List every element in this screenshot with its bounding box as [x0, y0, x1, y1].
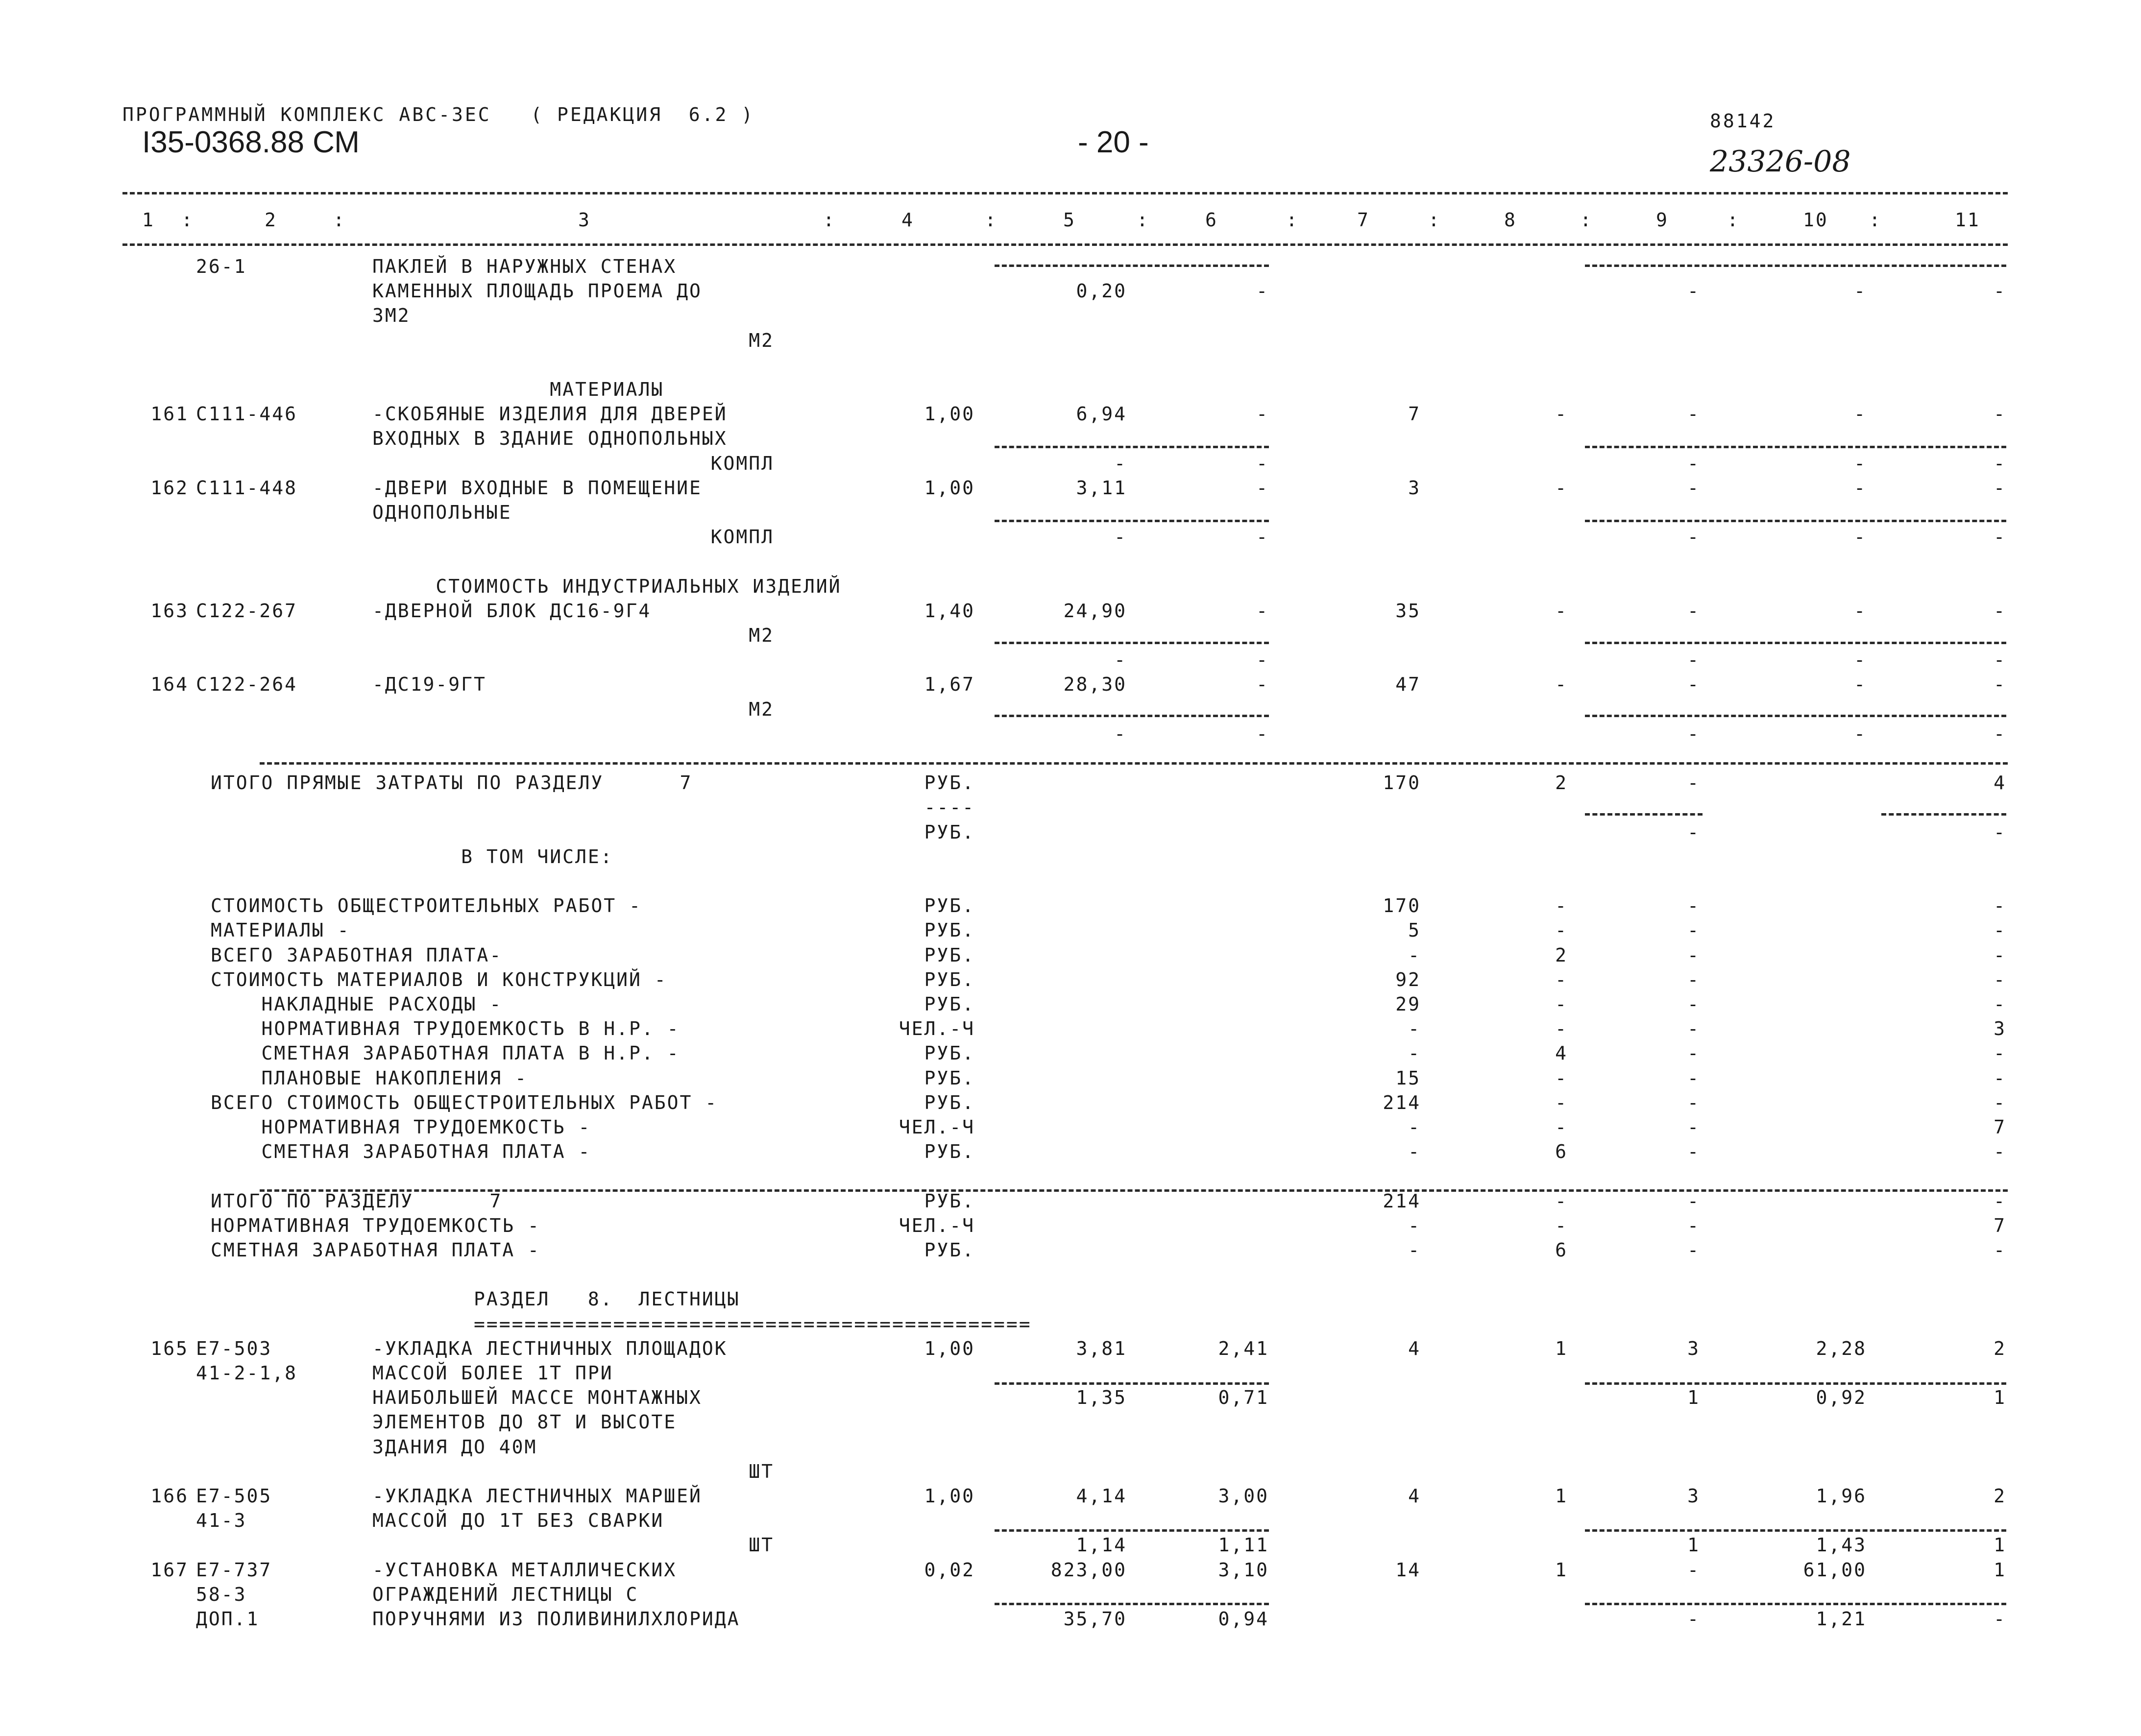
table-cell-c2s: СМЕТНАЯ ЗАРАБОТНАЯ ПЛАТА В Н.Р. -: [211, 1042, 680, 1064]
table-cell-c10: -: [1854, 674, 1867, 695]
table-cell-c9: -: [1687, 1141, 1700, 1162]
table-cell-c3: РАЗДЕЛ 8. ЛЕСТНИЦЫ: [372, 1288, 740, 1310]
table-cell-c1: 162: [150, 477, 189, 499]
table-cell-c3-unit: ШТ: [749, 1461, 774, 1482]
table-cell-c2: С122-267: [196, 600, 298, 622]
table-cell-c8: -: [1555, 1215, 1568, 1236]
table-cell-c11: 2: [1994, 1485, 2006, 1507]
item-rule: [995, 265, 1269, 267]
table-cell-c7: 14: [1395, 1559, 1421, 1581]
table-cell-c8: -: [1555, 919, 1568, 941]
table-cell-c9: -: [1687, 1215, 1700, 1236]
table-cell-c2s: СМЕТНАЯ ЗАРАБОТНАЯ ПЛАТА -: [211, 1141, 591, 1162]
table-cell-c7: 4: [1408, 1338, 1421, 1359]
section-total-rule: [260, 762, 2008, 765]
table-cell-c2s: СМЕТНАЯ ЗАРАБОТНАЯ ПЛАТА -: [211, 1239, 540, 1261]
table-cell-c3: ОДНОПОЛЬНЫЕ: [372, 502, 512, 523]
table-cell-c2: 41-2-1,8: [196, 1362, 298, 1384]
table-cell-c7: -: [1408, 944, 1421, 966]
table-cell-c7: 170: [1383, 895, 1421, 916]
table-cell-c8: 1: [1555, 1485, 1568, 1507]
table-cell-c3: ОГРАЖДЕНИЙ ЛЕСТНИЦЫ С: [372, 1584, 639, 1605]
document-code: I35-0368.88 СМ: [142, 125, 360, 159]
item-rule: [995, 1529, 1269, 1532]
column-header-9: 9: [1656, 209, 1669, 231]
table-cell-c4: ЧЕЛ.-Ч: [899, 1215, 975, 1236]
table-cell-c8: -: [1555, 403, 1568, 425]
table-cell-c7: 92: [1395, 969, 1421, 990]
table-cell-c9: -: [1687, 919, 1700, 941]
table-cell-c11: -: [1994, 895, 2006, 916]
table-cell-c9: 3: [1687, 1338, 1700, 1359]
table-cell-c10: 1,96: [1816, 1485, 1867, 1507]
table-cell-c3: ПОРУЧНЯМИ ИЗ ПОЛИВИНИЛХЛОРИДА: [372, 1608, 740, 1630]
table-cell-c7: 47: [1395, 674, 1421, 695]
column-separator: :: [823, 209, 836, 231]
table-cell-c3: ПАКЛЕЙ В НАРУЖНЫХ СТЕНАХ: [372, 256, 677, 277]
table-cell-c4: ЧЕЛ.-Ч: [899, 1018, 975, 1039]
table-cell-c8: -: [1555, 1190, 1568, 1212]
table-cell-c5: 28,30: [1063, 674, 1127, 695]
table-cell-c6: -: [1256, 280, 1269, 302]
table-cell-c11: 1: [1994, 1387, 2006, 1408]
table-cell-c9: -: [1687, 993, 1700, 1015]
table-cell-c3-unit: М2: [749, 330, 774, 351]
table-cell-c9: -: [1687, 723, 1700, 745]
table-cell-c3-unit: М2: [749, 699, 774, 720]
table-cell-c10: -: [1854, 453, 1867, 474]
table-top-rule: [122, 192, 2008, 194]
table-cell-c5: 823,00: [1050, 1559, 1127, 1581]
table-cell-c7: -: [1408, 1141, 1421, 1162]
table-cell-c11: 7: [1994, 1215, 2006, 1236]
table-cell-c6: 0,71: [1218, 1387, 1269, 1408]
table-cell-c9: 1: [1687, 1534, 1700, 1556]
table-cell-c1: 166: [150, 1485, 189, 1507]
table-cell-c11: -: [1994, 993, 2006, 1015]
table-cell-c3: -ДВЕРИ ВХОДНЫЕ В ПОМЕЩЕНИЕ: [372, 477, 702, 499]
table-cell-c7: 29: [1395, 993, 1421, 1015]
table-cell-c2: 41-3: [196, 1510, 247, 1531]
item-rule: [1585, 265, 2006, 267]
table-cell-c3: ЗДАНИЯ ДО 40М: [372, 1436, 537, 1458]
table-cell-c8: -: [1555, 969, 1568, 990]
column-separator: :: [1137, 209, 1149, 231]
table-cell-c3: -УКЛАДКА ЛЕСТНИЧНЫХ МАРШЕЙ: [372, 1485, 702, 1507]
column-separator: :: [1869, 209, 1882, 231]
table-cell-c11: -: [1994, 674, 2006, 695]
table-cell-c4: РУБ.: [924, 993, 975, 1015]
table-cell-c9: 3: [1687, 1485, 1700, 1507]
table-cell-c7: 4: [1408, 1485, 1421, 1507]
table-cell-c7: 170: [1383, 772, 1421, 794]
table-cell-c5: 1,14: [1076, 1534, 1127, 1556]
item-rule: [1585, 642, 2006, 644]
table-cell-c8: -: [1555, 674, 1568, 695]
table-cell-c6: -: [1256, 600, 1269, 622]
table-cell-c5: -: [1114, 453, 1127, 474]
table-cell-c11: -: [1994, 403, 2006, 425]
table-cell-c6: -: [1256, 477, 1269, 499]
table-cell-c8: -: [1555, 895, 1568, 916]
table-cell-c8: 4: [1555, 1042, 1568, 1064]
table-cell-c5: 0,20: [1076, 280, 1127, 302]
table-cell-c11: 7: [1994, 1116, 2006, 1138]
table-cell-c6: -: [1256, 403, 1269, 425]
table-cell-c3: -УКЛАДКА ЛЕСТНИЧНЫХ ПЛОЩАДОК: [372, 1338, 728, 1359]
table-cell-c11: -: [1994, 1141, 2006, 1162]
table-cell-c10: -: [1854, 649, 1867, 671]
table-cell-c6: -: [1256, 526, 1269, 548]
table-cell-c2: Е7-737: [196, 1559, 272, 1581]
table-cell-c9: -: [1687, 526, 1700, 548]
table-cell-c2s: ВСЕГО ЗАРАБОТНАЯ ПЛАТА-: [211, 944, 503, 966]
table-cell-c7: -: [1408, 1018, 1421, 1039]
item-rule: [995, 520, 1269, 522]
table-cell-c2s: МАТЕРИАЛЫ -: [211, 919, 350, 941]
table-cell-c9: -: [1687, 1018, 1700, 1039]
table-cell-c3: -УСТАНОВКА МЕТАЛЛИЧЕСКИХ: [372, 1559, 677, 1581]
table-cell-c2s: ИТОГО ПРЯМЫЕ ЗАТРАТЫ ПО РАЗДЕЛУ 7: [211, 772, 693, 794]
table-cell-c3: ============================================: [372, 1313, 1032, 1335]
table-cell-c9: -: [1687, 1608, 1700, 1630]
table-cell-c7: -: [1408, 1042, 1421, 1064]
table-cell-c4: РУБ.: [924, 821, 975, 843]
table-cell-c6: -: [1256, 453, 1269, 474]
table-cell-c4: 1,00: [924, 1485, 975, 1507]
handwritten-number: 23326-08: [1710, 145, 1851, 179]
item-rule: [995, 642, 1269, 644]
table-cell-c6: 1,11: [1218, 1534, 1269, 1556]
table-cell-c5: 1,35: [1076, 1387, 1127, 1408]
column-header-11: 11: [1955, 209, 1980, 231]
header-bottom-rule: [122, 243, 2008, 246]
table-cell-c11: -: [1994, 1067, 2006, 1089]
table-cell-c8: -: [1555, 993, 1568, 1015]
table-cell-c3: НАИБОЛЬШЕЙ МАССЕ МОНТАЖНЫХ: [372, 1387, 702, 1408]
table-cell-c11: 2: [1994, 1338, 2006, 1359]
table-cell-c3-unit: М2: [749, 625, 774, 646]
table-cell-c10: -: [1854, 600, 1867, 622]
table-cell-c11: -: [1994, 1239, 2006, 1261]
table-cell-c11: -: [1994, 1042, 2006, 1064]
table-cell-c2s: СТОИМОСТЬ МАТЕРИАЛОВ И КОНСТРУКЦИЙ -: [211, 969, 667, 990]
column-header-1: 1: [142, 209, 155, 231]
table-cell-c5: 3,81: [1076, 1338, 1127, 1359]
table-cell-c6: -: [1256, 723, 1269, 745]
table-cell-c11: -: [1994, 526, 2006, 548]
table-cell-c11: -: [1994, 821, 2006, 843]
table-cell-c10: 61,00: [1803, 1559, 1867, 1581]
table-cell-c3: -ДВЕРНОЙ БЛОК ДС16-9Г4: [372, 600, 652, 622]
table-cell-c2s: НОРМАТИВНАЯ ТРУДОЕМКОСТЬ -: [211, 1215, 540, 1236]
table-cell-c5: 4,14: [1076, 1485, 1127, 1507]
column-header-10: 10: [1803, 209, 1828, 231]
table-cell-c7: 3: [1408, 477, 1421, 499]
table-cell-c2s: НОРМАТИВНАЯ ТРУДОЕМКОСТЬ В Н.Р. -: [211, 1018, 680, 1039]
item-rule: [1585, 520, 2006, 522]
column-header-7: 7: [1357, 209, 1370, 231]
table-cell-c11: 3: [1994, 1018, 2006, 1039]
table-cell-c1: 164: [150, 674, 189, 695]
table-cell-c7: 214: [1383, 1092, 1421, 1113]
table-cell-c5: 24,90: [1063, 600, 1127, 622]
table-cell-c9: 1: [1687, 1387, 1700, 1408]
table-cell-c2s: ИТОГО ПО РАЗДЕЛУ 7: [211, 1190, 503, 1212]
table-cell-c10: 0,92: [1816, 1387, 1867, 1408]
table-cell-c8: -: [1555, 1067, 1568, 1089]
table-cell-c9: -: [1687, 821, 1700, 843]
total-subrule: [1585, 813, 1703, 816]
table-cell-c11: -: [1994, 600, 2006, 622]
table-cell-c2s: ПЛАНОВЫЕ НАКОПЛЕНИЯ -: [211, 1067, 528, 1089]
table-cell-c6: 2,41: [1218, 1338, 1269, 1359]
table-cell-c11: -: [1994, 280, 2006, 302]
table-cell-c2s: НАКЛАДНЫЕ РАСХОДЫ -: [211, 993, 503, 1015]
table-cell-c3: -СКОБЯНЫЕ ИЗДЕЛИЯ ДЛЯ ДВЕРЕЙ: [372, 403, 728, 425]
item-rule: [1585, 1529, 2006, 1532]
table-cell-c7: 214: [1383, 1190, 1421, 1212]
table-cell-c3: МАССОЙ ДО 1Т БЕЗ СВАРКИ: [372, 1510, 664, 1531]
table-cell-c3: МАССОЙ БОЛЕЕ 1Т ПРИ: [372, 1362, 613, 1384]
table-cell-c9: -: [1687, 649, 1700, 671]
table-cell-c7: 35: [1395, 600, 1421, 622]
table-cell-c3-unit: ШТ: [749, 1534, 774, 1556]
table-cell-c5: 35,70: [1063, 1608, 1127, 1630]
column-separator: :: [1428, 209, 1441, 231]
table-cell-c2: 58-3: [196, 1584, 247, 1605]
section-total-rule: [260, 1189, 2008, 1192]
table-cell-c11: -: [1994, 1092, 2006, 1113]
table-cell-c9: -: [1687, 772, 1700, 794]
column-header-3: 3: [578, 209, 591, 231]
table-cell-c2: С111-448: [196, 477, 298, 499]
table-cell-c4: РУБ.: [924, 1239, 975, 1261]
table-cell-c3: ЭЛЕМЕНТОВ ДО 8Т И ВЫСОТЕ: [372, 1411, 677, 1433]
table-cell-c5: -: [1114, 526, 1127, 548]
table-cell-c10: 2,28: [1816, 1338, 1867, 1359]
table-cell-c8: -: [1555, 1018, 1568, 1039]
column-separator: :: [1727, 209, 1740, 231]
item-rule: [1585, 1382, 2006, 1385]
table-cell-c9: -: [1687, 1239, 1700, 1261]
table-cell-c8: -: [1555, 1092, 1568, 1113]
item-rule: [995, 446, 1269, 448]
program-title: ПРОГРАММНЫЙ КОМПЛЕКС АВС-3ЕС ( РЕДАКЦИЯ 6.2 ): [122, 104, 755, 125]
table-cell-c11: -: [1994, 649, 2006, 671]
table-cell-c5: -: [1114, 649, 1127, 671]
column-header-6: 6: [1205, 209, 1218, 231]
table-cell-c3: МАТЕРИАЛЫ: [372, 379, 664, 400]
table-cell-c4: РУБ.: [924, 1042, 975, 1064]
table-cell-c9: -: [1687, 944, 1700, 966]
table-cell-c2: С122-264: [196, 674, 298, 695]
table-cell-c10: -: [1854, 723, 1867, 745]
table-cell-c6: 3,00: [1218, 1485, 1269, 1507]
table-cell-c9: -: [1687, 403, 1700, 425]
table-cell-c8: 6: [1555, 1141, 1568, 1162]
table-cell-c8: 1: [1555, 1559, 1568, 1581]
table-cell-c4: РУБ.: [924, 1067, 975, 1089]
table-cell-c6: 0,94: [1218, 1608, 1269, 1630]
table-cell-c9: -: [1687, 674, 1700, 695]
table-cell-c4: РУБ.: [924, 1141, 975, 1162]
column-separator: :: [181, 209, 194, 231]
item-rule: [1585, 715, 2006, 717]
table-cell-c9: -: [1687, 453, 1700, 474]
table-cell-c9: -: [1687, 1042, 1700, 1064]
table-cell-c8: -: [1555, 1116, 1568, 1138]
table-cell-c4: ----: [924, 796, 975, 818]
table-cell-c2s: СТОИМОСТЬ ОБЩЕСТРОИТЕЛЬНЫХ РАБОТ -: [211, 895, 642, 916]
table-cell-c4: 1,00: [924, 403, 975, 425]
table-cell-c9: -: [1687, 280, 1700, 302]
table-cell-c1: 165: [150, 1338, 189, 1359]
table-cell-c8: -: [1555, 600, 1568, 622]
column-header-5: 5: [1063, 209, 1076, 231]
table-cell-c7: -: [1408, 1116, 1421, 1138]
table-cell-c11: -: [1994, 1190, 2006, 1212]
table-cell-c10: -: [1854, 477, 1867, 499]
table-cell-c4: РУБ.: [924, 1190, 975, 1212]
table-cell-c4: 1,00: [924, 477, 975, 499]
table-cell-c11: -: [1994, 477, 2006, 499]
table-cell-c6: -: [1256, 674, 1269, 695]
table-cell-c4: РУБ.: [924, 919, 975, 941]
item-rule: [995, 715, 1269, 717]
table-cell-c8: 1: [1555, 1338, 1568, 1359]
table-cell-c3: СТОИМОСТЬ ИНДУСТРИАЛЬНЫХ ИЗДЕЛИЙ: [372, 576, 842, 597]
item-rule: [1585, 446, 2006, 448]
table-cell-c5: -: [1114, 723, 1127, 745]
table-cell-c4: 0,02: [924, 1559, 975, 1581]
table-cell-c1: 161: [150, 403, 189, 425]
table-cell-c7: -: [1408, 1215, 1421, 1236]
table-cell-c9: -: [1687, 1190, 1700, 1212]
table-cell-c9: -: [1687, 1116, 1700, 1138]
table-cell-c10: -: [1854, 526, 1867, 548]
table-cell-c9: -: [1687, 969, 1700, 990]
table-cell-c10: -: [1854, 280, 1867, 302]
table-cell-c8: -: [1555, 477, 1568, 499]
table-cell-c2s: НОРМАТИВНАЯ ТРУДОЕМКОСТЬ -: [211, 1116, 591, 1138]
table-cell-c1: 167: [150, 1559, 189, 1581]
table-cell-c9: -: [1687, 1092, 1700, 1113]
table-cell-c11: 1: [1994, 1534, 2006, 1556]
column-separator: :: [1286, 209, 1299, 231]
table-cell-c11: -: [1994, 944, 2006, 966]
column-separator: :: [1580, 209, 1593, 231]
table-cell-c7: 7: [1408, 403, 1421, 425]
table-cell-c9: -: [1687, 895, 1700, 916]
table-cell-c2: Е7-503: [196, 1338, 272, 1359]
table-cell-c5: 6,94: [1076, 403, 1127, 425]
item-rule: [1585, 1603, 2006, 1605]
table-cell-c10: 1,21: [1816, 1608, 1867, 1630]
table-cell-c2: Е7-505: [196, 1485, 272, 1507]
table-cell-c6: 3,10: [1218, 1559, 1269, 1581]
table-cell-c4: РУБ.: [924, 895, 975, 916]
table-cell-c2: ДОП.1: [196, 1608, 260, 1630]
table-cell-c2s: ВСЕГО СТОИМОСТЬ ОБЩЕСТРОИТЕЛЬНЫХ РАБОТ -: [211, 1092, 718, 1113]
table-cell-c11: 1: [1994, 1559, 2006, 1581]
table-cell-c11: -: [1994, 453, 2006, 474]
table-cell-c9: -: [1687, 477, 1700, 499]
table-cell-c4: 1,67: [924, 674, 975, 695]
table-cell-c8: 2: [1555, 772, 1568, 794]
table-cell-c4: 1,40: [924, 600, 975, 622]
table-cell-c9: -: [1687, 1067, 1700, 1089]
table-cell-c7: 15: [1395, 1067, 1421, 1089]
table-cell-c9: -: [1687, 600, 1700, 622]
table-cell-c2: С111-446: [196, 403, 298, 425]
table-cell-c5: 3,11: [1076, 477, 1127, 499]
page-number: - 20 -: [1078, 125, 1149, 159]
table-cell-c4: 1,00: [924, 1338, 975, 1359]
table-cell-c3: ВХОДНЫХ В ЗДАНИЕ ОДНОПОЛЬНЫХ: [372, 428, 728, 449]
table-cell-c10: 1,43: [1816, 1534, 1867, 1556]
table-cell-c1: 163: [150, 600, 189, 622]
table-cell-c4: РУБ.: [924, 1092, 975, 1113]
item-rule: [995, 1603, 1269, 1605]
column-header-8: 8: [1504, 209, 1517, 231]
table-cell-c3: В ТОМ ЧИСЛЕ:: [372, 846, 613, 868]
table-cell-c6: -: [1256, 649, 1269, 671]
column-header-4: 4: [901, 209, 914, 231]
table-cell-c11: -: [1994, 1608, 2006, 1630]
table-cell-c2: 26-1: [196, 256, 247, 277]
table-cell-c11: -: [1994, 969, 2006, 990]
table-cell-c4: РУБ.: [924, 969, 975, 990]
table-cell-c3-unit: КОМПЛ: [710, 526, 774, 548]
table-cell-c4: РУБ.: [924, 944, 975, 966]
table-cell-c3: 3М2: [372, 305, 411, 326]
table-cell-c11: 4: [1994, 772, 2006, 794]
table-cell-c3-unit: КОМПЛ: [710, 453, 774, 474]
table-cell-c4: РУБ.: [924, 772, 975, 794]
table-cell-c11: -: [1994, 919, 2006, 941]
table-cell-c8: 6: [1555, 1239, 1568, 1261]
document-number: 88142: [1710, 110, 1776, 132]
table-cell-c4: ЧЕЛ.-Ч: [899, 1116, 975, 1138]
table-cell-c10: -: [1854, 403, 1867, 425]
item-rule: [995, 1382, 1269, 1385]
table-cell-c9: -: [1687, 1559, 1700, 1581]
table-cell-c8: 2: [1555, 944, 1568, 966]
total-subrule: [1881, 813, 2006, 816]
table-cell-c7: -: [1408, 1239, 1421, 1261]
column-header-2: 2: [265, 209, 277, 231]
table-cell-c3: КАМЕННЫХ ПЛОЩАДЬ ПРОЕМА ДО: [372, 280, 702, 302]
table-cell-c11: -: [1994, 723, 2006, 745]
table-cell-c3: -ДС19-9ГТ: [372, 674, 487, 695]
column-separator: :: [985, 209, 998, 231]
column-separator: :: [333, 209, 346, 231]
table-cell-c7: 5: [1408, 919, 1421, 941]
